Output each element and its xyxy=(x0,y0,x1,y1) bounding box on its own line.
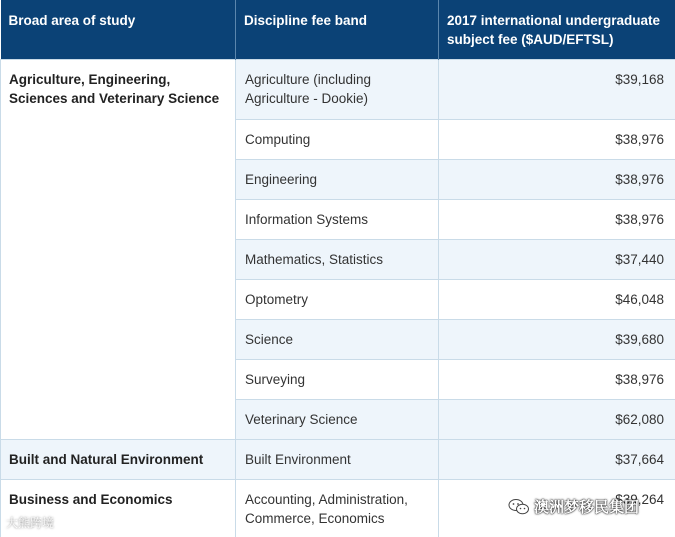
header-discipline: Discipline fee band xyxy=(236,0,439,59)
fee-cell: $38,976 xyxy=(439,159,675,199)
discipline-cell: Science xyxy=(236,319,439,359)
wechat-icon xyxy=(508,498,530,516)
table-row xyxy=(1,59,675,119)
table-body xyxy=(1,59,675,537)
fee-cell: $39,680 xyxy=(439,319,675,359)
discipline-cell: Accounting, Administration, Commerce, Economics xyxy=(236,479,439,537)
fee-cell: $46,048 xyxy=(439,279,675,319)
discipline-cell: Mathematics, Statistics xyxy=(236,239,439,279)
area-cell-agriculture: Agriculture, Engineering, Sciences and Veterinary Science xyxy=(1,59,236,439)
watermark-left: 大熊跨境 xyxy=(6,516,55,530)
fee-cell: $37,440 xyxy=(439,239,675,279)
watermark-right xyxy=(508,496,639,517)
discipline-cell: Information Systems xyxy=(236,199,439,239)
discipline-cell: Surveying xyxy=(236,359,439,399)
header-broad-area: Broad area of study xyxy=(1,0,236,59)
header-fee: 2017 international undergraduate subject fee ($AUD/EFTSL) xyxy=(439,0,675,59)
fee-cell: $39,264 xyxy=(439,479,675,537)
discipline-cell: Optometry xyxy=(236,279,439,319)
fee-cell: $38,976 xyxy=(439,199,675,239)
watermark-right-text: 澳洲梦移民集团 xyxy=(534,498,640,516)
discipline-cell: Engineering xyxy=(236,159,439,199)
discipline-cell: Veterinary Science xyxy=(236,399,439,439)
table-row xyxy=(1,439,675,479)
fee-cell: $38,976 xyxy=(439,119,675,159)
discipline-cell: Computing xyxy=(236,119,439,159)
discipline-cell: Built Environment xyxy=(236,439,439,479)
fee-cell: $38,976 xyxy=(439,359,675,399)
fee-cell: $62,080 xyxy=(439,399,675,439)
fee-cell: $37,664 xyxy=(439,439,675,479)
fee-cell: $39,168 xyxy=(439,59,675,119)
area-cell-built-environment: Built and Natural Environment xyxy=(1,439,236,479)
area-cell-business: Business and Economics xyxy=(1,479,236,537)
table-header xyxy=(1,0,675,59)
header-row xyxy=(1,0,675,59)
discipline-cell: Agriculture (including Agriculture - Dookie) xyxy=(236,59,439,119)
